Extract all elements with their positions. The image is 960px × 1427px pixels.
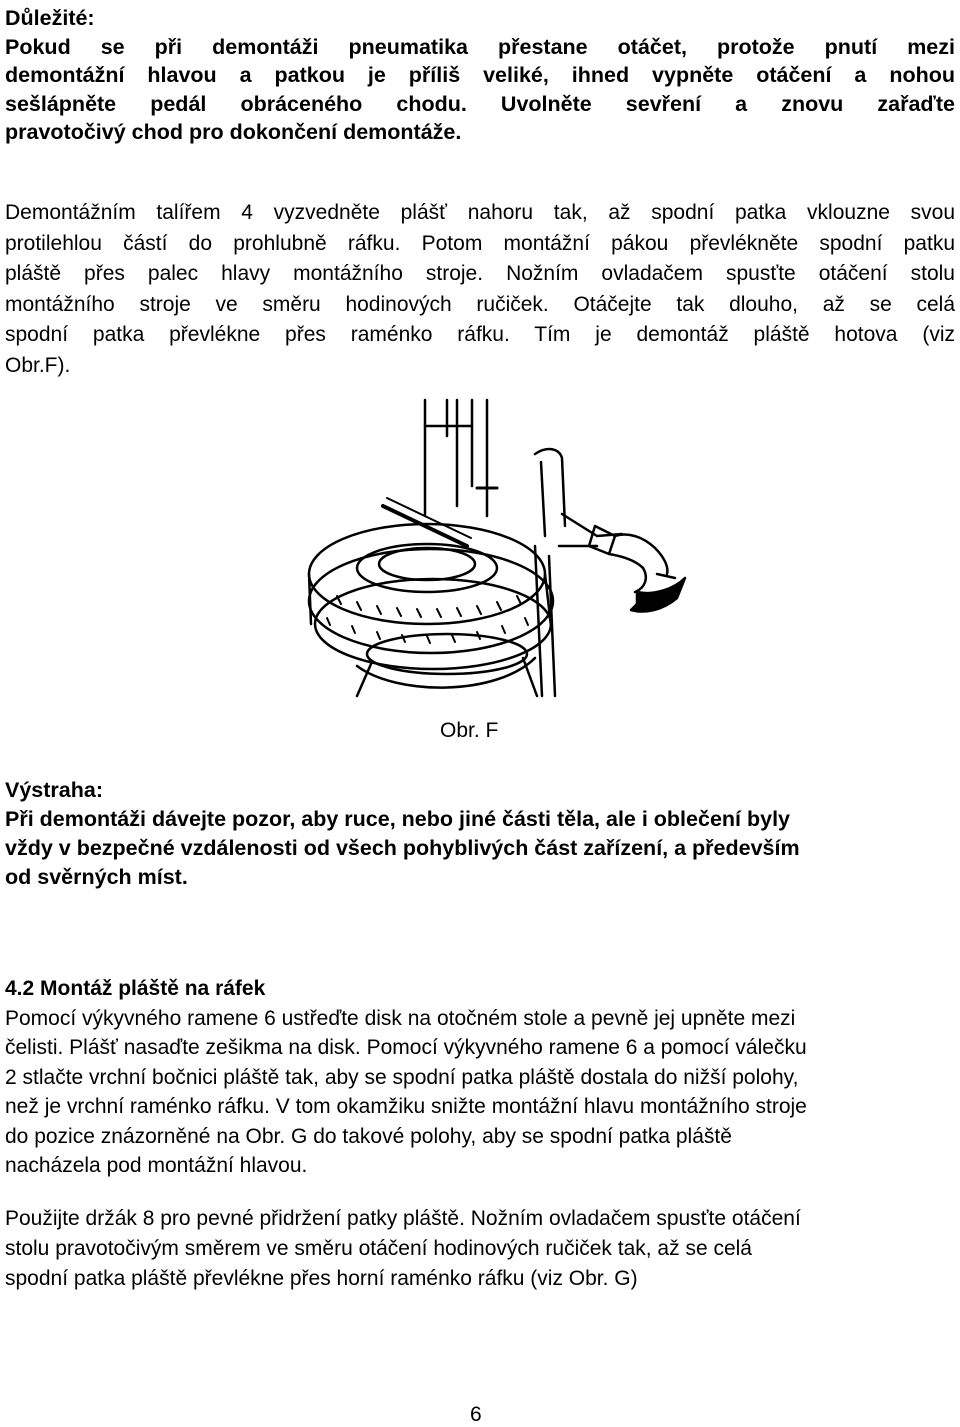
- section-line: 2 stlačte vrchní bočnici pláště tak, aby se spodní patka pláště dostala do nižší polohy,: [5, 1065, 799, 1089]
- warning-heading: Výstraha:: [5, 778, 103, 802]
- section-line: nacházela pod montážní hlavou.: [5, 1154, 308, 1177]
- paragraph-line: Obr.F).: [5, 353, 71, 377]
- important-line: Pokud se při demontáži pneumatika přestane otáčet, protože pnutí mezi: [5, 34, 955, 59]
- paragraph-line: spodní patka převlékne přes raménko ráfku. Tím je demontáž pláště hotova (viz: [5, 323, 955, 346]
- section-number: 4.2: [5, 977, 35, 1000]
- important-heading: Důležité:: [5, 6, 95, 30]
- paragraph-line: pláště přes palec hlavy montážního stroje. Nožním ovladačem spusťte otáčení stolu: [5, 262, 955, 285]
- tire-changer-drawing: [297, 396, 692, 701]
- warning-notice: [5, 776, 955, 892]
- section-line: do pozice znázorněné na Obr. G do takové polohy, aby se spodní patka pláště: [5, 1124, 732, 1148]
- section-line: než je vrchní raménko ráfku. V tom okamžiku snižte montážní hlavu montážního stroje: [5, 1095, 807, 1118]
- section-heading: [5, 974, 955, 1004]
- figure-caption: Obr. F: [440, 719, 499, 742]
- important-line: demontážní hlavou a patkou je příliš veliké, ihned vypněte otáčení a nohou: [5, 63, 955, 87]
- demontage-paragraph: [5, 198, 955, 381]
- page-number: 6: [470, 1403, 482, 1426]
- paragraph-line: Použijte držák 8 pro pevné přidržení patky pláště. Nožním ovladačem spusťte otáčení: [5, 1207, 801, 1230]
- paragraph-line: protilehlou částí do prohlubně ráfku. Potom montážní pákou převlékněte spodní patku: [5, 231, 955, 255]
- important-line: pravotočivý chod pro dokončení demontáže.: [5, 120, 462, 144]
- paragraph-line: spodní patka pláště převlékne přes horní raménko ráfku (viz Obr. G): [5, 1267, 638, 1290]
- important-notice: [5, 4, 955, 147]
- holder-paragraph: [5, 1204, 955, 1294]
- section-line: Pomocí výkyvného ramene 6 ustřeďte disk na otočném stole a pevně jej upněte mezi: [5, 1006, 796, 1030]
- warning-line: od svěrných míst.: [5, 865, 188, 889]
- section-title: Montáž pláště na ráfek: [40, 977, 266, 1000]
- section-line: čelisti. Plášť nasaďte zešikma na disk. Pomocí výkyvného ramene 6 a pomocí válečku: [5, 1036, 807, 1059]
- paragraph-line: stolu pravotočivým směrem ve směru otáčení hodinových ručiček tak, až se celá: [5, 1237, 752, 1260]
- warning-line: vždy v bezpečné vzdálenosti od všech pohyblivých část zařízení, a především: [5, 836, 800, 860]
- section-4-2: [5, 974, 955, 1181]
- warning-line: Při demontáži dávejte pozor, aby ruce, nebo jiné části těla, ale i oblečení byly: [5, 807, 791, 831]
- important-line: sešlápněte pedál obráceného chodu. Uvolněte sevření a znovu zařaďte: [5, 91, 955, 116]
- paragraph-line: Demontážním talířem 4 vyzvedněte plášť nahoru tak, až spodní patka vklouzne svou: [5, 201, 955, 224]
- figure-f-illustration: [297, 396, 692, 701]
- paragraph-line: montážního stroje ve směru hodinových ručiček. Otáčejte tak dlouho, až se celá: [5, 292, 955, 316]
